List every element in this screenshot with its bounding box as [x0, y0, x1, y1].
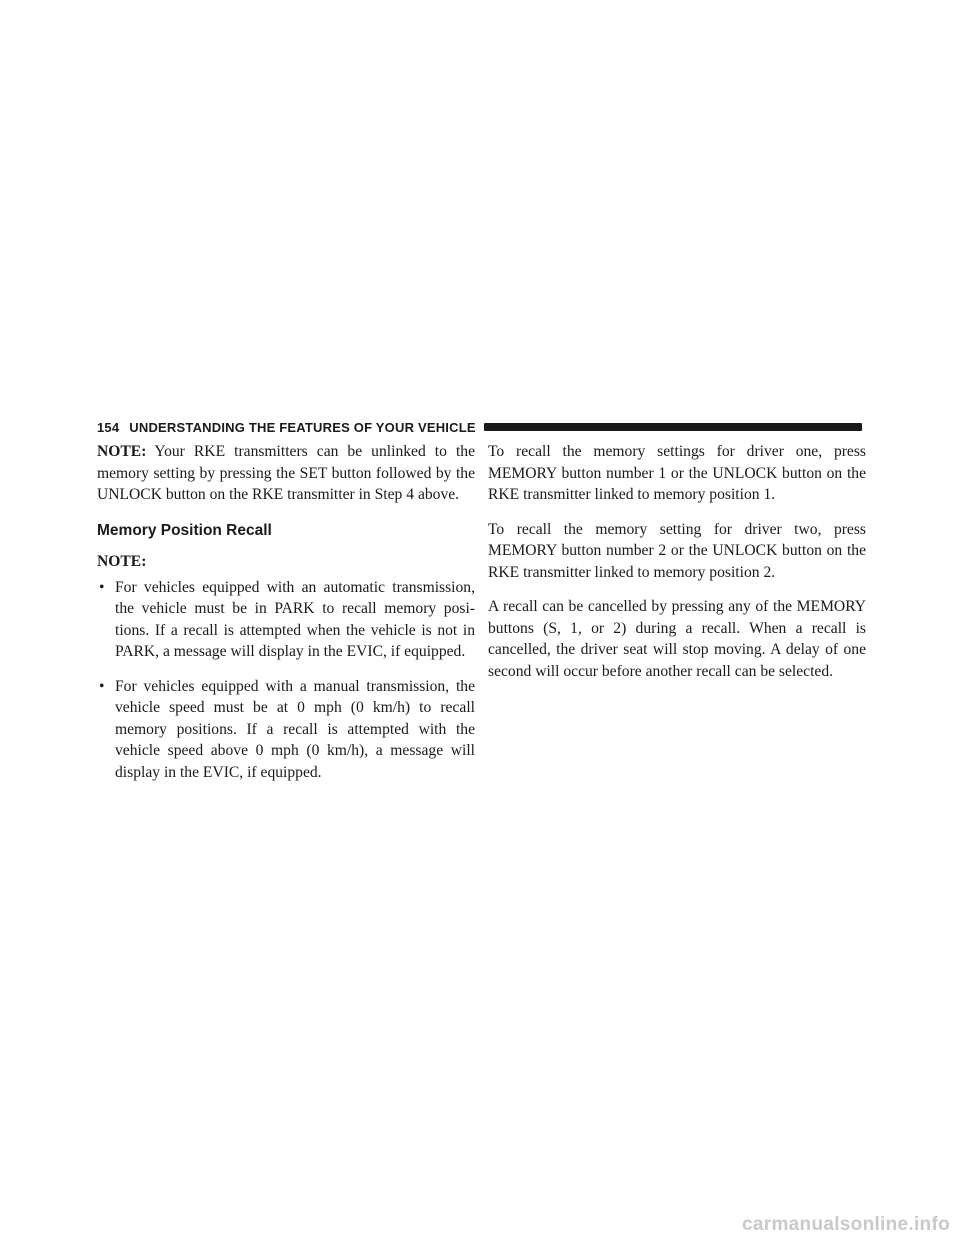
list-item-text: For vehicles equipped with a manual transmission, the vehicle speed must be at 0 mph (0 km/h) to recall memory positions. If a recall is attempted with the vehicle speed above 0 mph (0 km/h), a message will display in the EVIC, if equipped.	[115, 677, 475, 781]
section-heading: Memory Position Recall	[97, 521, 272, 539]
list-item-text: For vehicles equipped with an automatic transmission, the vehicle must be in PARK to recall memory posi-tions. If a recall is attempted when the vehicle is not in PARK, a message will display in the EVIC, if equipped.	[115, 578, 475, 660]
note-bullet-list	[97, 577, 475, 784]
list-item	[97, 676, 475, 784]
header-rule	[484, 423, 862, 431]
page-number: 154	[97, 419, 120, 435]
watermark: carmanualsonline.info	[742, 1214, 950, 1235]
section-title: UNDERSTANDING THE FEATURES OF YOUR VEHICLE	[129, 419, 476, 435]
paragraph-cancel-recall: A recall can be cancelled by pressing any of the MEMORY buttons (S, 1, or 2) during a recall. When a recall is cancelled, the driver seat will stop moving. A delay of one second will occur before another recall can be selected.	[488, 598, 866, 680]
bullet-icon: •	[99, 677, 105, 695]
list-item	[97, 577, 475, 663]
bullet-icon: •	[99, 578, 105, 596]
note-paragraph	[97, 441, 475, 506]
note-heading: NOTE:	[97, 553, 147, 570]
paragraph-driver-one: To recall the memory settings for driver one, press MEMORY button number 1 or the UNLOCK button on the RKE transmitter linked to memory position 1.	[488, 443, 866, 503]
note-text: Your RKE transmitters can be unlinked to the memory setting by pressing the SET button followed by the UNLOCK button on the RKE transmitter in Step 4 above.	[97, 443, 475, 503]
note-label: NOTE:	[97, 443, 147, 460]
left-column	[97, 441, 475, 796]
paragraph-driver-two: To recall the memory setting for driver two, press MEMORY button number 2 or the UNLOCK button on the RKE transmitter linked to memory position 2.	[488, 520, 866, 581]
page-header	[97, 418, 862, 436]
right-column	[488, 441, 866, 695]
